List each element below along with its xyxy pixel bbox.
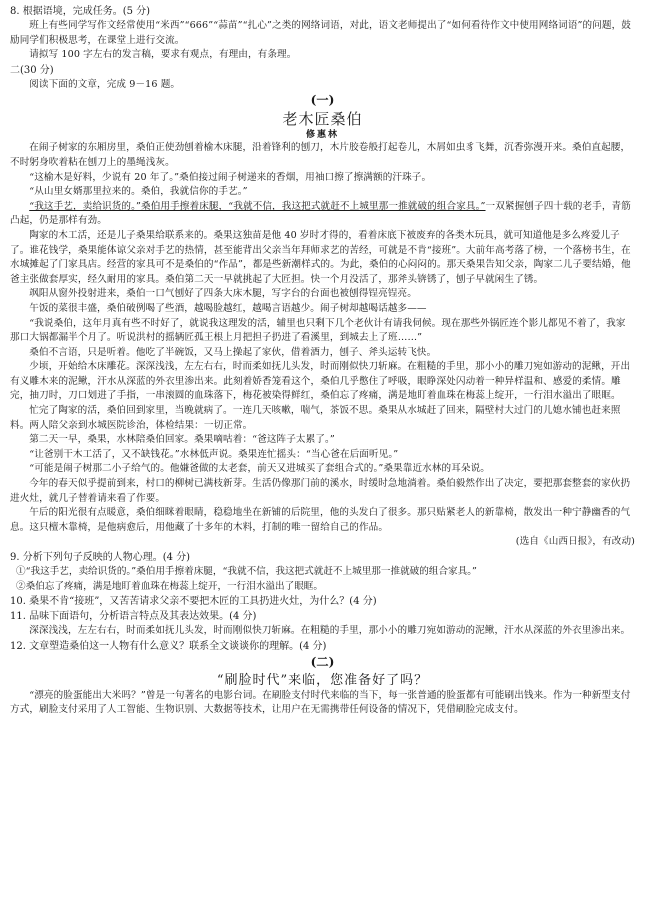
article1-body [10, 141, 635, 535]
article1-paragraph: 在闹子树家的东厢房里，桑伯正使劲刨着榆木床腿，沿着锋利的刨刀，木片胶卷般打起卷儿，木屑如虫豸飞舞，沉香弥漫开来。桑伯直起腰，不时躬身吹着粘在刨刀上的墨绳浅灰。 [10, 142, 631, 168]
article1-paragraph: 今年的春天似乎提前到来，村口的柳树已满枝新芽。生活仍像那门前的溪水，时缓时急地淌着。桑伯毅然作出了决定，要把那套整套的家伙扔进火灶，就几子替着请来看了作要。 [10, 478, 631, 504]
q8-task: 请拟写 100 字左右的发言稿，要求有观点，有理由，有条理。 [29, 49, 297, 61]
article1-paragraph: 忙完了陶家的活，桑伯回到家里，当晚就病了。一连几天咳嗽，喘气，茶饭不思。桑果从水城赶了回来，隔壁村大过门的儿媳水铺也赶来照料。两人陪父亲到水城医院诊治，体检结果：一切正常。 [10, 405, 621, 431]
article1-number: (一) [310, 93, 335, 108]
article1-paragraph: 陶家的木工活，还是儿子桑果给联系来的。桑果这独苗是他 40 岁时才得的，看着床底下被废弃的各类木玩具，就可知道他是多么疼爱儿子了。谁花钱学，桑果能体谅父亲对手艺的热情，甚至能背出父亲当年拜师求艺的苦经，可就是不肯“接班”。大前年高考落了榜，一个落榜书生，在水城摊起了门家具店。经营的家具可不是桑伯的“作品”，都是些新潮样式的。为此，桑伯的心闷闷的。那天桑果告知父亲，陶家二儿子要结婚，他爸主张做套厚实，经久耐用的家具。桑伯第二天一早就挑起了大匠担。快一个月没活了，那斧头锛锈了，刨子早就闲生了锈。 [10, 229, 631, 285]
article1-paragraph: 桑伯不言语，只是听着。他吃了半碗饭，又马上操起了家伙，借着酒力，刨子、斧头运转飞快。 [29, 346, 437, 358]
article1-title: 老木匠桑伯 [282, 110, 363, 129]
q8-body: 班上有些同学写作文经常使用“米西”“666”“蒜苗”“扎心”之类的网络词语，对此，语文老师提出了“如何看待作文中使用网络词语”的问题，鼓励同学们积极思考，在课堂上进行交流。 [10, 20, 631, 46]
part2-heading: 二(30 分) [10, 64, 54, 76]
underlined-quote: “我这手艺，卖给识货的。”桑伯用手擦着床腿，“我就不信，我这把式就赶不上城里那一推就破的组合家具。” [29, 200, 486, 212]
article1-paragraph: “让爸别干木工活了，又不缺钱花。”水林低声说。桑果连忙摇头：“当心爸在后面听见。” [29, 448, 399, 460]
article1-paragraph: 飒阳从窗外投射进来，桑伯一口气刨好了四条大床木腿，写字台的台面也被刨得锃亮锃亮。 [29, 288, 417, 300]
question-9: 9. 分析下列句子反映的人物心理。(4 分) [10, 552, 191, 563]
article1-source: (选自《山西日报》，有改动) [515, 536, 635, 548]
question-10: 10. 桑果不肯“接班”，又苦苦请求父亲不要把木匠的工具扔进火灶，为什么？(4 分) [10, 596, 377, 608]
article1-paragraph: 午后的阳光很有点暖意，桑伯细眯着眼睛，稳稳地坐在新铺的后院里，他的头发白了很多。那只贴紧老人的新靠椅，散发出一种宁静幽香的气息。这只檀木靠椅，是他病愈后，用他藏了十多年的木料，打制的唯一留给自己的作品。 [10, 507, 631, 533]
q8-heading: 8. 根据语境，完成任务。(5 分) [10, 6, 151, 17]
article1-paragraph-underlined: “我这手艺，卖给识货的。”桑伯用手擦着床腿，“我就不信，我这把式就赶不上城里那一推就破的组合家具。”一双紧握刨子四十载的老手，青筋凸起，仍是那样有劲。 [10, 200, 631, 227]
question-12: 12. 文章塑造桑伯这一人物有什么意义？联系全文谈谈你的理解。(4 分) [10, 640, 327, 652]
article2-paragraph: “漂亮的脸蛋能出大米吗？”曾是一句著名的电影台词。在刷脸支付时代来临的当下，每一张普通的脸蛋都有可能刷出钱来。作为一种新型支付方式，刷脸支付采用了人工智能、生物识别、大数据等技术，让用户在无需携带任何设备的情况下，凭借刷脸完成支付。 [10, 689, 631, 716]
article1-paragraph: 少顷，开始给木床雕花。深深浅浅，左左右右，时而柔如抚儿头发，时而刚似快刀斩麻。在粗糙的手里，那小小的雕刀宛如游动的泥鳅，开出有义雕木来的泥鳅，汗水从深蓝的外衣里渗出来。此刻着娇香笼看这个，桑伯几乎憋住了呼吸，眼睁深处闪动着一种异样温和、感爱的柔情。雕完，抽刀时，刀口划进了手指，一串滚圆的血珠落下，梅花被染得鲜红，桑伯忘了疼痛，满是地盯着血珠在梅蕊上绽开，一行泪水溢出了眼眶。 [10, 361, 631, 402]
part2-instruction: 阅读下面的文章，完成 9－16 题。 [29, 78, 181, 90]
question-9-item-2: ②桑伯忘了疼痛，满是地盯着血珠在梅蕊上绽开，一行泪水溢出了眼眶。 [16, 580, 323, 592]
article1-author: 修惠林 [305, 130, 339, 141]
question-9-item-1: ①“我这手艺，卖给识货的。”桑伯用手擦着床腿，“我就不信，我这把式就赶不上城里那一推就破的组合家具。” [16, 566, 477, 577]
article1-paragraph: 午饭的菜很丰盛，桑伯破例喝了些酒，越喝脸越红，越喝言语越少。闹子树却越喝话越多—— [29, 302, 427, 314]
question-11: 11. 品味下面语句，分析语言特点及其表达效果。(4 分) [10, 611, 257, 623]
article1-paragraph: “我说桑伯，这年月真有些不时好了，就说我这理发的活，辅里也只剩下几个老伙计有请我伺候。现在那些外锅匠连个影儿都见不着了，我家那口大锅都漏半个月了。听说洪村的摇辆匠孤王根上月把担子扔进了看溪里，到城去上了班……” [10, 317, 626, 344]
article1-paragraph: “这榆木是好料，少说有 20 年了。”桑伯接过闹子树递来的香烟，用袖口擦了擦满额的汗珠子。 [29, 171, 432, 183]
article2-title: “刷脸时代”来临，您准备好了吗？ [216, 672, 429, 688]
article2-number: (二) [310, 654, 335, 669]
article1-paragraph: 第二天一早，桑果，水林陪桑伯回家。桑果嘀咕着：“爸这阵子太累了。” [29, 434, 335, 446]
question-11-excerpt: 深深浅浅，左左右右，时而柔如抚儿头发，时而刚似快刀斩麻。在粗糙的手里，那小小的雕刀宛如游动的泥鳅，汗水从深蓝的外衣里渗出来。 [29, 625, 631, 637]
article1-paragraph: “从山里女婿那里拉来的。桑伯，我就信你的手艺。” [29, 186, 248, 198]
article1-paragraph: “可能是闹子树那二小子给气的。他嫌爸做的太老套，前天又进城买了套组合式的。”桑果靠近水林的耳朵说。 [29, 463, 491, 475]
questions-list [10, 550, 635, 654]
